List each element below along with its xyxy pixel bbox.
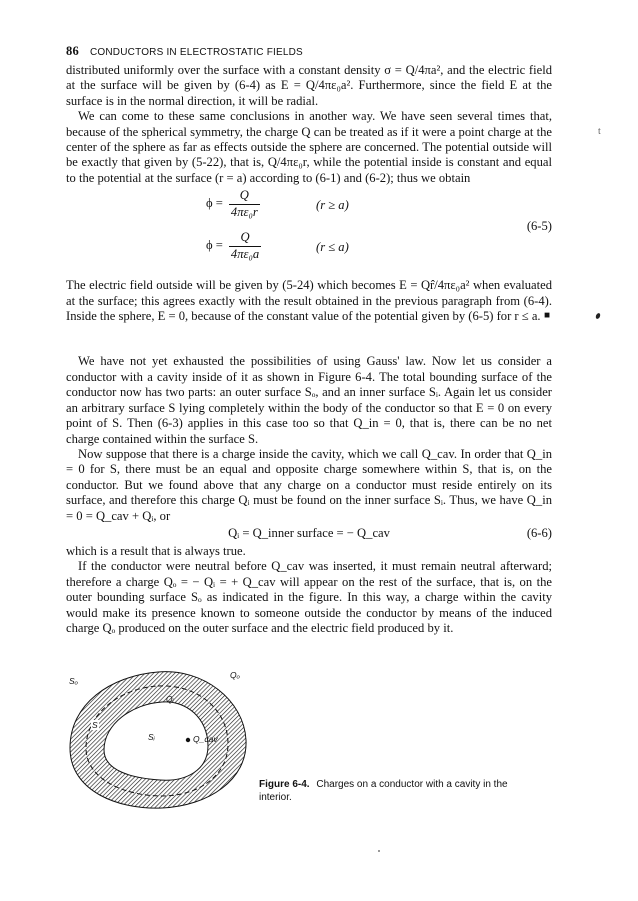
body-text bbox=[66, 63, 552, 636]
equation-6-6 bbox=[66, 526, 552, 542]
conductor-diagram bbox=[58, 658, 258, 818]
fraction-numerator: Q bbox=[240, 230, 250, 245]
margin-mark bbox=[595, 312, 601, 319]
figure-caption bbox=[259, 778, 509, 804]
condition-inside: (r ≤ a) bbox=[316, 240, 349, 255]
label-cavity-charge: Q_cav bbox=[193, 734, 218, 744]
figure-6-4 bbox=[58, 658, 258, 823]
fraction-denominator: 4πε₀a bbox=[230, 246, 260, 261]
paragraph-5: Now suppose that there is a charge inside the cavity, which we call Q_cav. In order that Q_in = 0 for S, there must be an equal and opposite charge somewhere within S, that is, on the conductor. But we found above that any charge on a conductor must reside entirely on its surface, and therefore this charge Qᵢ must be found on the inner surface Sᵢ. Thus, we have Q_in = 0 = Q_cav + Qᵢ, or bbox=[66, 446, 552, 523]
running-title: CONDUCTORS IN ELECTROSTATIC FIELDS bbox=[89, 47, 303, 58]
label-gaussian-surface: S bbox=[92, 720, 98, 730]
paragraph-6: which is a result that is always true. bbox=[66, 543, 246, 558]
fraction bbox=[229, 230, 261, 262]
label-inner-charge: Qᵢ bbox=[166, 694, 174, 704]
point-charge bbox=[186, 738, 190, 742]
margin-note: t bbox=[598, 126, 601, 137]
page-number: 86 bbox=[66, 44, 79, 58]
paragraph-4: We have not yet exhausted the possibilities of using Gauss' law. Now let us consider a conductor with a cavity inside of it as shown in Figure 6-4. The total bounding surface of the conductor now has two parts: an outer surface Sₒ, and an inner surface Sᵢ. Again let us consider an arbitrary surface S lying completely within the body of the conductor so that E = 0 on every point of S. Then (6-3) applies in this case too so that Q_in = 0, that is, there can be no net charge contained within the surface S. bbox=[66, 354, 552, 446]
equation-number: (6-5) bbox=[526, 219, 552, 234]
paragraph-3 bbox=[66, 278, 552, 324]
page-header bbox=[66, 44, 303, 59]
caption-text: Charges on a conductor with a cavity in the interior. bbox=[259, 779, 508, 803]
label-outer-surface: Sₒ bbox=[69, 676, 79, 686]
caption-number: Figure 6-4. bbox=[259, 779, 310, 790]
equation-row-inside bbox=[206, 230, 261, 262]
equation-number: (6-6) bbox=[526, 525, 552, 540]
fraction bbox=[229, 188, 260, 220]
fraction-numerator: Q bbox=[239, 188, 249, 203]
condition-outside: (r ≥ a) bbox=[316, 198, 349, 213]
label-outer-charge: Qₒ bbox=[230, 670, 240, 680]
conductor-body bbox=[70, 672, 246, 808]
qed-mark: ■ bbox=[543, 310, 550, 322]
equation-text: Qᵢ = Q_inner surface = − Q_cav bbox=[228, 525, 390, 540]
fraction-denominator: 4πε₀r bbox=[230, 204, 258, 219]
paragraph-2: We can come to these same conclusions in another way. We have seen several times that, because of the spherical symmetry, the charge Q can be treated as if it were a point charge at the center of the sphere as far as effects outside the sphere are concerned. The potential outside will be exactly that given by (5-22), that is, Q/4πε₀r, while the potential inside is constant and equal to the potential at the surface (r = a) according to (6-1) and (6-2); thus we obtain bbox=[66, 109, 552, 185]
eq-lhs: ϕ = bbox=[206, 238, 223, 253]
speck bbox=[378, 850, 380, 852]
equation-row-outside bbox=[206, 188, 260, 220]
paragraph-7: If the conductor were neutral before Q_cav was inserted, it must remain neutral afterward; therefore a charge Qₒ = − Qᵢ = + Q_cav will appear on the rest of the surface, that is, on the outer bounding surface Sₒ as indicated in the figure. In this way, a charge within the cavity would make its presence known to someone outside the conductor by means of the induced charge Qₒ produced on the outer surface and the electric field produced by it. bbox=[66, 559, 552, 635]
paragraph-3-text: The electric field outside will be given by (5-24) which becomes E = Qr̂/4πε₀a² when evaluated at the surface; this agrees exactly with the result obtained in the previous paragraph from (6-4). Inside the sphere, E = 0, because of the constant value of the potential given by (6-5) for r ≤ a. bbox=[66, 278, 552, 324]
equation-6-5 bbox=[66, 186, 552, 278]
label-inner-surface: Sᵢ bbox=[148, 732, 155, 742]
paragraph-1: distributed uniformly over the surface with a constant density σ = Q/4πa², and the electric field at the surface will be given by (6-4) as E = Q/4πε₀a². Furthermore, since the field E at the surface is in the normal direction, it will be radial. bbox=[66, 63, 552, 108]
eq-lhs: ϕ = bbox=[206, 196, 223, 211]
